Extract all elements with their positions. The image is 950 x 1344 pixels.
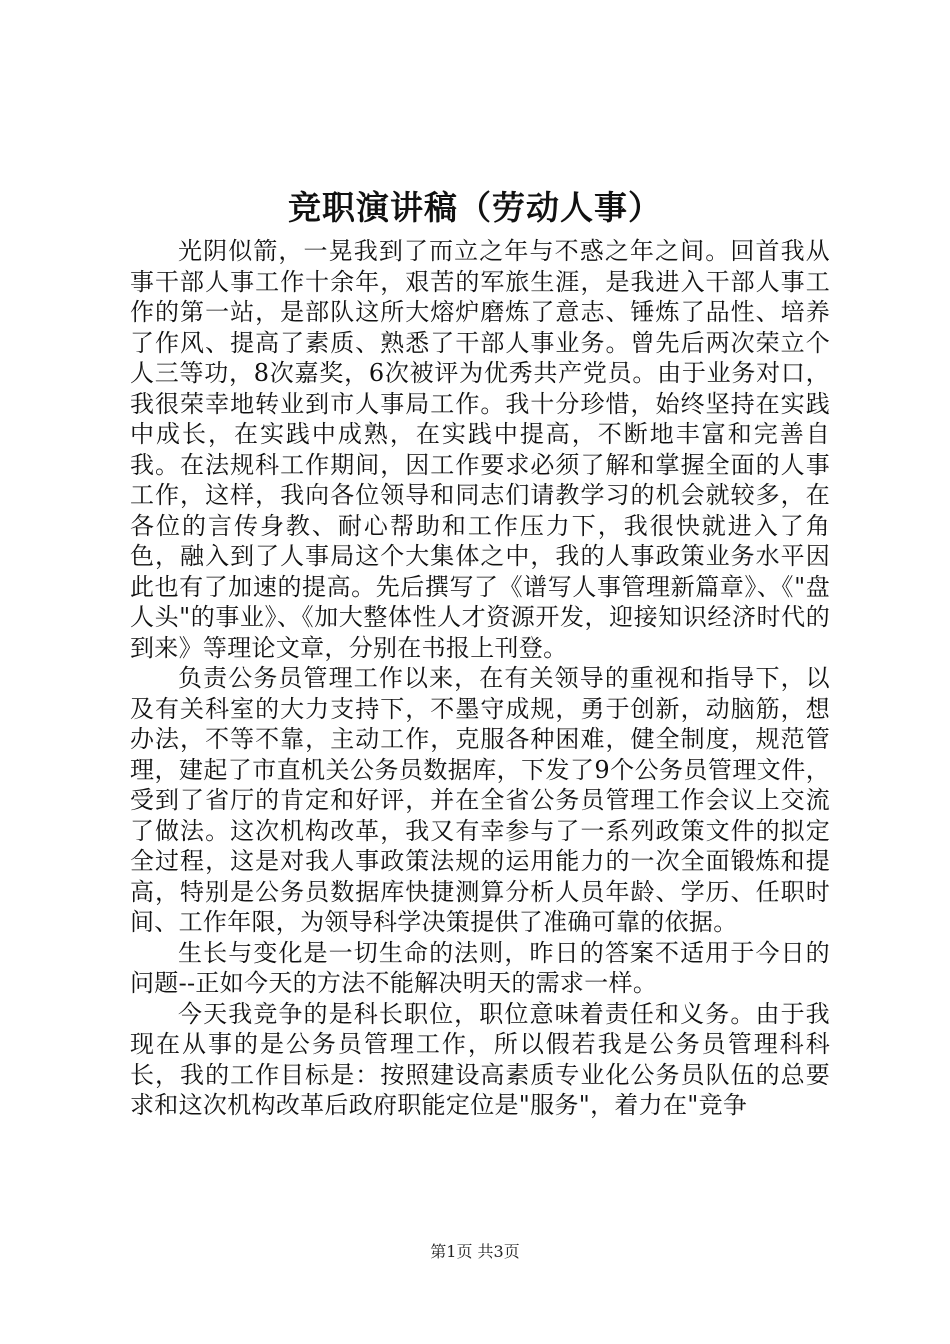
paragraph: 今天我竞争的是科长职位，职位意味着责任和义务。由于我现在从事的是公务员管理工作，所以假若我是公务员管理科科长，我的工作目标是：按照建设高素质专业化公务员队伍的总要求和这次机构改革后政府职能定位是"服务"，着力在"竞争: [130, 999, 830, 1119]
paragraph: 负责公务员管理工作以来，在有关领导的重视和指导下，以及有关科室的大力支持下，不墨守成规，勇于创新，动脑筋，想办法，不等不靠，主动工作，克服各种困难，健全制度，规范管理，建起了市直机关公务员数据库，下发了9个公务员管理文件，受到了省厅的肯定和好评，并在全省公务员管理工作会议上交流了做法。这次机构改革，我又有幸参与了一系列政策文件的拟定全过程，这是对我人事政策法规的运用能力的一次全面锻炼和提高，特别是公务员数据库快捷测算分析人员年龄、学历、任职时间、工作年限，为领导科学决策提供了准确可靠的依据。: [130, 664, 830, 936]
paragraph: 光阴似箭，一晃我到了而立之年与不惑之年之间。回首我从事干部人事工作十余年，艰苦的军旅生涯，是我进入干部人事工作的第一站，是部队这所大熔炉磨炼了意志、锤炼了品性、培养了作风、提高了素质、熟悉了干部人事业务。曾先后两次荣立个人三等功，8次嘉奖，6次被评为优秀共产党员。由于业务对口，我很荣幸地转业到市人事局工作。我十分珍惜，始终坚持在实践中成长，在实践中成熟，在实践中提高，不断地丰富和完善自我。在法规科工作期间，因工作要求必须了解和掌握全面的人事工作，这样，我向各位领导和同志们请教学习的机会就较多，在各位的言传身教、耐心帮助和工作压力下，我很快就进入了角色，融入到了人事局这个大集体之中，我的人事政策业务水平因此也有了加速的提高。先后撰写了《谱写人事管理新篇章》、《"盘人头"的事业》、《加大整体性人才资源开发，迎接知识经济时代的到来》等理论文章，分别在书报上刊登。: [130, 237, 830, 662]
document-title: 竞职演讲稿（劳动人事）: [288, 188, 662, 227]
document-body: [130, 236, 830, 1121]
paragraph: 生长与变化是一切生命的法则，昨日的答案不适用于今日的问题--正如今天的方法不能解决明天的需求一样。: [130, 938, 830, 997]
page-number-footer: 第1页 共3页: [430, 1242, 520, 1261]
